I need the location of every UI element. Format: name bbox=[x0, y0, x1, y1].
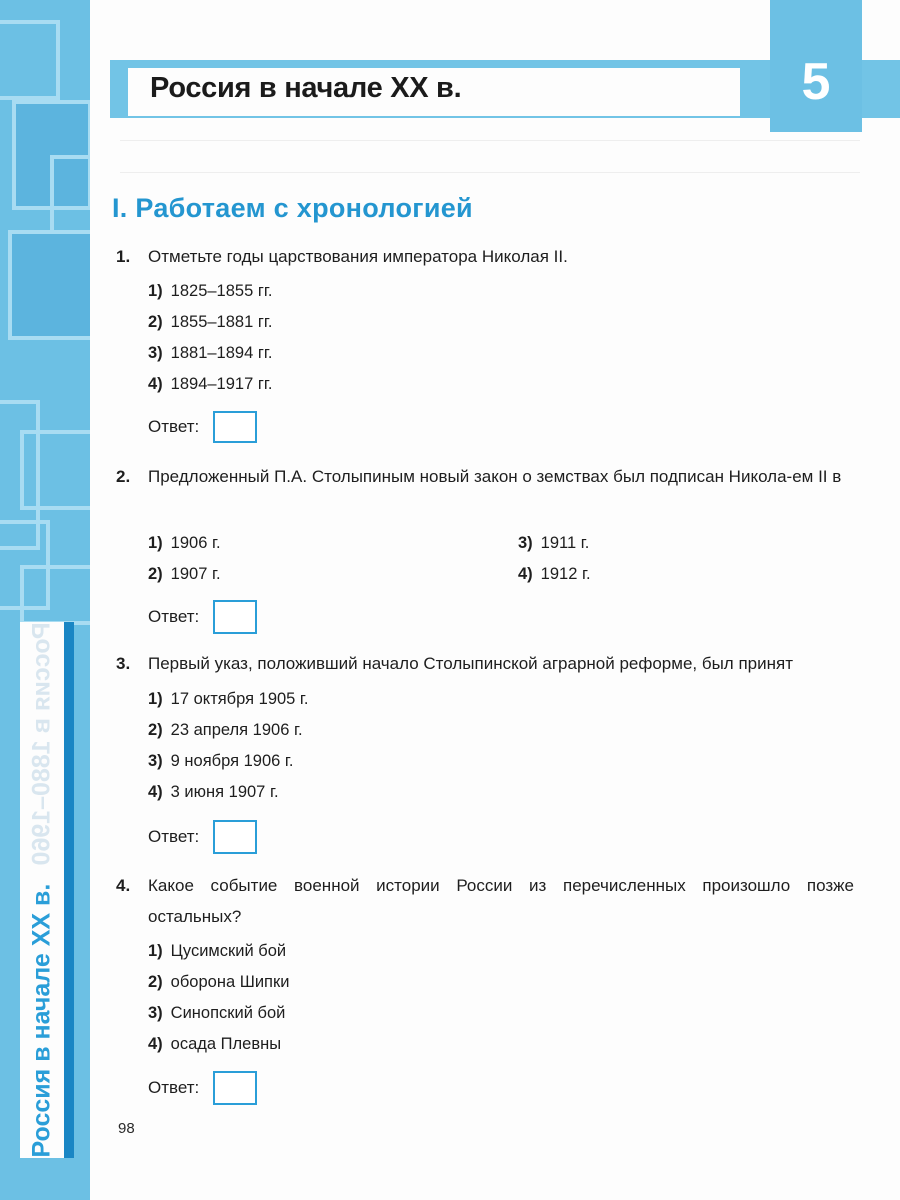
option-number: 4) bbox=[148, 783, 163, 801]
answer-box[interactable] bbox=[213, 600, 257, 634]
answer-row-2 bbox=[148, 600, 257, 634]
option-text: осада Плевны bbox=[170, 1035, 282, 1053]
option-text: 23 апреля 1906 г. bbox=[170, 721, 303, 739]
option-text: 17 октября 1905 г. bbox=[170, 690, 309, 708]
question-text: Предложенный П.А. Столыпиным новый закон о земствах был подписан Никола-ем II в bbox=[148, 467, 842, 486]
option[interactable] bbox=[148, 777, 309, 808]
question-1-options bbox=[148, 276, 272, 400]
option[interactable] bbox=[148, 276, 272, 307]
option-text: 1825–1855 гг. bbox=[170, 282, 273, 300]
decor-fill bbox=[12, 234, 90, 336]
option[interactable] bbox=[518, 528, 591, 559]
option-number: 3) bbox=[148, 752, 163, 770]
option-text: 1911 г. bbox=[540, 534, 590, 552]
option-number: 4) bbox=[148, 375, 163, 393]
show-through-line bbox=[120, 140, 860, 141]
option[interactable] bbox=[148, 338, 272, 369]
option-text: 1881–1894 гг. bbox=[170, 344, 273, 362]
chapter-number: 5 bbox=[801, 53, 831, 111]
option[interactable] bbox=[148, 528, 221, 559]
answer-box[interactable] bbox=[213, 1071, 257, 1105]
option[interactable] bbox=[148, 1029, 289, 1060]
option-text: оборона Шипки bbox=[170, 973, 290, 991]
question-number: 3. bbox=[116, 654, 131, 673]
question-text: Какое событие военной истории России из перечисленных произошло позже остальных? bbox=[148, 876, 854, 926]
answer-label: Ответ: bbox=[148, 607, 200, 626]
option-number: 1) bbox=[148, 690, 163, 708]
option-text: 1907 г. bbox=[170, 565, 221, 583]
decor-square bbox=[20, 565, 90, 625]
question-number: 4. bbox=[116, 876, 131, 895]
side-running-title bbox=[20, 622, 74, 1158]
option-text: 1894–1917 гг. bbox=[170, 375, 273, 393]
decor-square bbox=[20, 430, 90, 510]
option-number: 2) bbox=[148, 721, 163, 739]
show-through-line bbox=[120, 172, 860, 173]
option[interactable] bbox=[148, 369, 272, 400]
question-2 bbox=[116, 461, 854, 493]
option[interactable] bbox=[148, 307, 272, 338]
question-1 bbox=[116, 241, 878, 272]
option-number: 3) bbox=[148, 344, 163, 362]
option-number: 2) bbox=[148, 313, 163, 331]
question-2-options-right bbox=[518, 528, 591, 590]
question-text: Первый указ, положивший начало Столыпинской аграрной реформе, был принят bbox=[148, 654, 793, 673]
question-number: 2. bbox=[116, 467, 131, 486]
page-number: 98 bbox=[118, 1120, 135, 1137]
option-number: 1) bbox=[148, 942, 163, 960]
option-number: 4) bbox=[518, 565, 533, 583]
option[interactable] bbox=[148, 746, 309, 777]
side-title-text: Россия в начале XX в. bbox=[27, 883, 56, 1158]
page-title: Россия в начале XX в. bbox=[150, 72, 462, 104]
answer-row-1 bbox=[148, 411, 257, 443]
question-2-options-left bbox=[148, 528, 221, 590]
answer-box[interactable] bbox=[213, 411, 257, 443]
option-number: 3) bbox=[518, 534, 533, 552]
question-number: 1. bbox=[116, 247, 131, 266]
side-ghost-text: Россия в 1880–1960 bbox=[27, 622, 56, 866]
option[interactable] bbox=[518, 559, 591, 590]
question-text: Отметьте годы царствования императора Николая II. bbox=[148, 247, 568, 266]
option-text: 1906 г. bbox=[170, 534, 221, 552]
option[interactable] bbox=[148, 998, 289, 1029]
answer-label: Ответ: bbox=[148, 827, 200, 846]
question-3-options bbox=[148, 684, 309, 808]
option[interactable] bbox=[148, 967, 289, 998]
option-text: 3 июня 1907 г. bbox=[170, 783, 279, 801]
option-number: 1) bbox=[148, 282, 163, 300]
option-text: Синопский бой bbox=[170, 1004, 286, 1022]
option-number: 1) bbox=[148, 534, 163, 552]
option[interactable] bbox=[148, 559, 221, 590]
option-number: 4) bbox=[148, 1035, 163, 1053]
option-text: 1912 г. bbox=[540, 565, 591, 583]
option-text: Цусимский бой bbox=[170, 942, 287, 960]
answer-row-4 bbox=[148, 1071, 257, 1105]
option-text: 9 ноября 1906 г. bbox=[170, 752, 294, 770]
option-text: 1855–1881 гг. bbox=[170, 313, 273, 331]
decor-square bbox=[0, 20, 60, 100]
option[interactable] bbox=[148, 684, 309, 715]
option-number: 2) bbox=[148, 565, 163, 583]
option[interactable] bbox=[148, 936, 289, 967]
answer-label: Ответ: bbox=[148, 1078, 200, 1097]
option[interactable] bbox=[148, 715, 309, 746]
answer-box[interactable] bbox=[213, 820, 257, 854]
answer-row-3 bbox=[148, 820, 257, 854]
question-3 bbox=[116, 648, 878, 679]
question-4 bbox=[116, 870, 854, 932]
answer-label: Ответ: bbox=[148, 417, 200, 436]
option-number: 3) bbox=[148, 1004, 163, 1022]
section-heading: I. Работаем с хронологией bbox=[112, 193, 473, 223]
question-4-options bbox=[148, 936, 289, 1060]
option-number: 2) bbox=[148, 973, 163, 991]
